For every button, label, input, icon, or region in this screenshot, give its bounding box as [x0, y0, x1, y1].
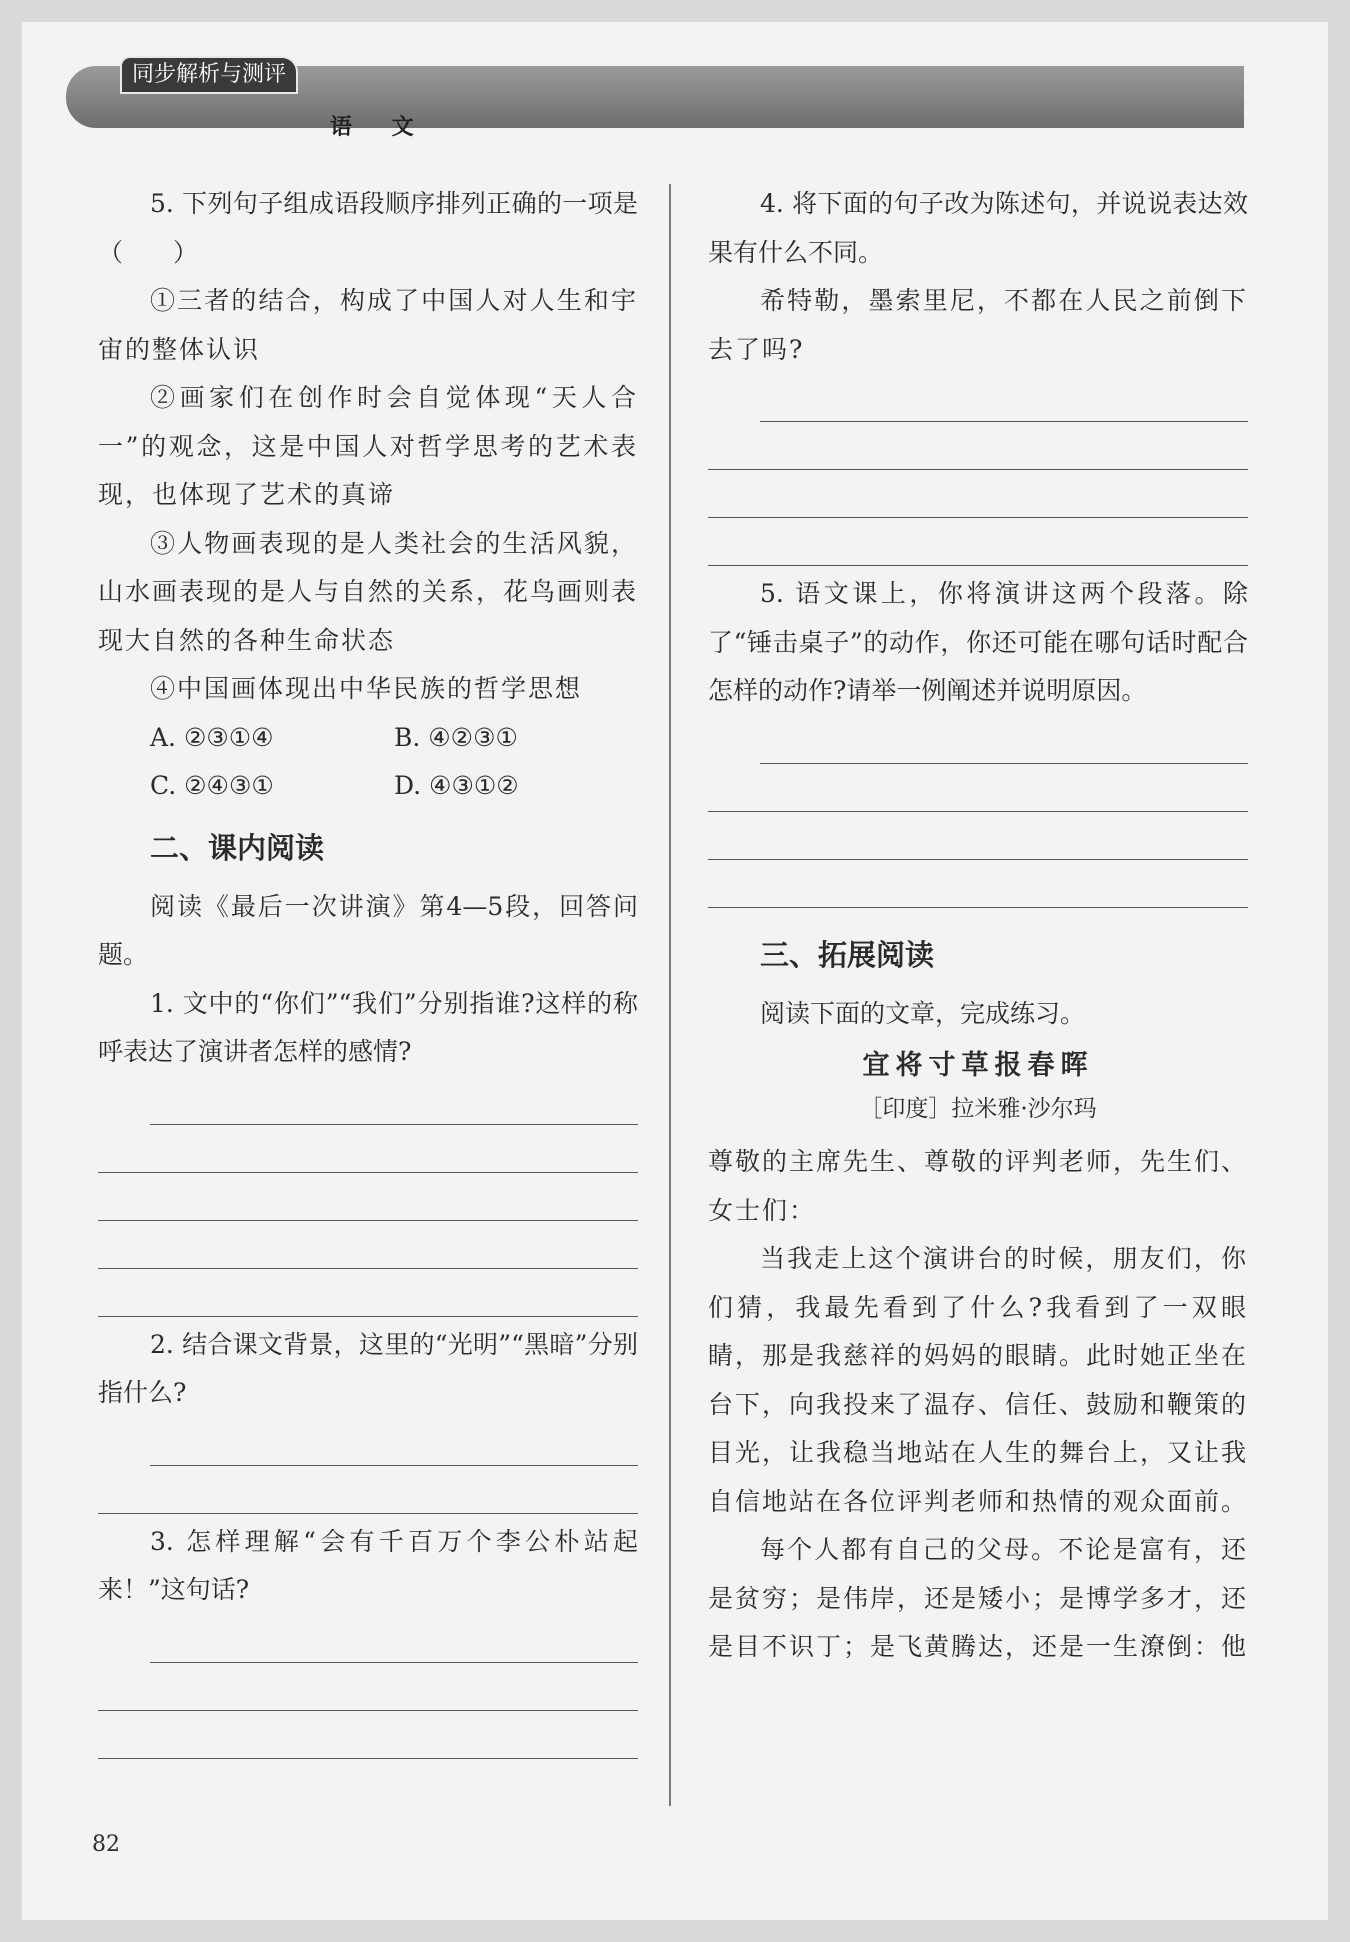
answer-line[interactable]: [98, 1663, 638, 1711]
left-column: [98, 180, 638, 1759]
option-d: D. ④③①②: [394, 771, 519, 800]
section-heading-2: 二、课内阅读: [150, 830, 325, 865]
section-heading-3: 三、拓展阅读: [760, 937, 935, 972]
answer-line[interactable]: [98, 1173, 638, 1221]
page-number: 82: [92, 1832, 120, 1857]
answer-line[interactable]: [760, 374, 1248, 422]
answer-line[interactable]: [150, 1077, 638, 1125]
reading-intro: 阅读《最后一次讲演》第4—5段，回答问题。: [98, 891, 638, 969]
question-1: 1. 文中的“你们”“我们”分别指谁?这样的称呼表达了演讲者怎样的感情?: [98, 988, 638, 1066]
sentence-1: ①三者的结合，构成了中国人对人生和宇宙的整体认识: [98, 286, 638, 364]
question-5: 5. 语文课上，你将演讲这两个段落。除了“锤击桌子”的动作，你还可能在哪句话时配合怎样的动作?请举一例阐述并说明原因。: [708, 579, 1248, 705]
article-title: 宜将寸草报春晖: [862, 1050, 1094, 1081]
answer-line[interactable]: [708, 764, 1248, 812]
options-row-1: [98, 714, 638, 763]
extended-reading-intro: 阅读下面的文章，完成练习。: [760, 998, 1086, 1028]
question-2: 2. 结合课文背景，这里的“光明”“黑暗”分别指什么?: [98, 1329, 638, 1407]
answer-line[interactable]: [708, 812, 1248, 860]
question-4: 4. 将下面的句子改为陈述句，并说说表达效果有什么不同。: [708, 189, 1248, 267]
answer-line[interactable]: [708, 470, 1248, 518]
subject-label: 语 文: [330, 114, 430, 140]
article-paragraph-2: 当我走上这个演讲台的时候，朋友们，你们猜，我最先看到了什么?我看到了一双眼睛，那是我慈祥的妈妈的眼睛。此时她正坐在台下，向我投来了温存、信任、鼓励和鞭策的目光，让我稳当地站在人生的舞台上，又让我自信地站在各位评判老师和热情的观众面前。: [708, 1244, 1249, 1516]
article-paragraph-3: 每个人都有自己的父母。不论是富有，还是贫穷；是伟岸，还是矮小；是博学多才，还是目不识丁；是飞黄腾达，还是一生潦倒：他: [708, 1535, 1249, 1661]
series-title: 同步解析与测评: [122, 58, 296, 92]
answer-line[interactable]: [708, 860, 1248, 908]
question-3: 3. 怎样理解“会有千百万个李公朴站起来！”这句话?: [98, 1526, 638, 1604]
question-5-stem: 5. 下列句子组成语段顺序排列正确的一项是（ ）: [98, 189, 638, 267]
right-column: [708, 180, 1248, 1672]
answer-line[interactable]: [150, 1615, 638, 1663]
answer-line[interactable]: [98, 1221, 638, 1269]
answer-line[interactable]: [98, 1125, 638, 1173]
sentence-2: ②画家们在创作时会自觉体现“天人合一”的观念，这是中国人对哲学思考的艺术表现，也体现了艺术的真谛: [98, 383, 638, 509]
answer-line[interactable]: [708, 518, 1248, 566]
answer-line[interactable]: [98, 1269, 638, 1317]
option-b: B. ④②③①: [394, 722, 518, 752]
article-paragraph-1: 尊敬的主席先生、尊敬的评判老师，先生们、女士们：: [708, 1147, 1249, 1225]
option-a: A. ②③①④: [150, 722, 274, 752]
option-c: C. ②④③①: [150, 771, 274, 800]
sentence-3: ③人物画表现的是人类社会的生活风貌，山水画表现的是人与自然的关系，花鸟画则表现大自然的各种生命状态: [98, 528, 639, 655]
question-4-sentence: 希特勒，墨索里尼，不都在人民之前倒下去了吗?: [708, 286, 1248, 364]
answer-line[interactable]: [150, 1418, 638, 1466]
sentence-4: ④中国画体现出中华民族的哲学思想: [150, 674, 583, 703]
article-author: ［印度］拉米雅·沙尔玛: [859, 1096, 1097, 1122]
column-divider: [669, 184, 671, 1806]
options-row-2: [98, 762, 638, 811]
answer-line[interactable]: [760, 716, 1248, 764]
answer-line[interactable]: [98, 1466, 638, 1514]
answer-line[interactable]: [98, 1711, 638, 1759]
answer-line[interactable]: [708, 422, 1248, 470]
